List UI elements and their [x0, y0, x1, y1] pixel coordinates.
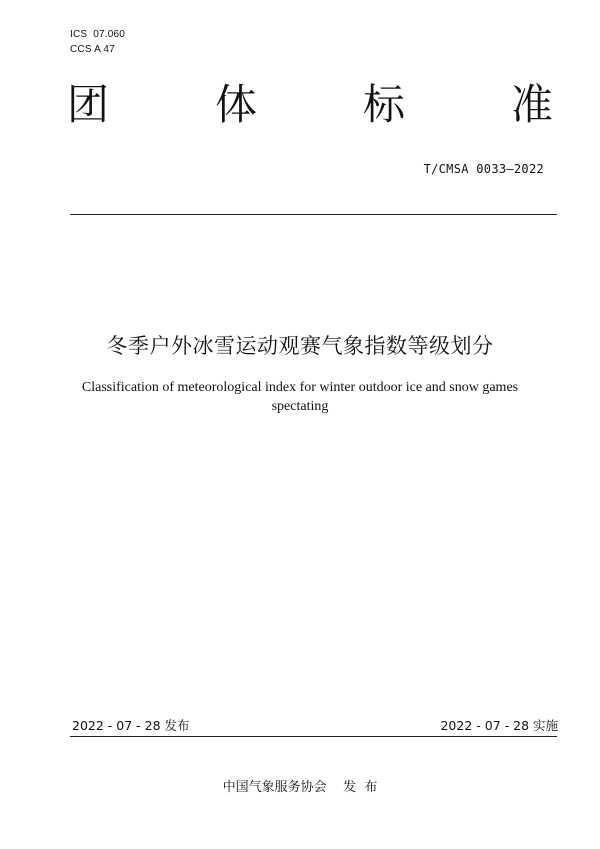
document-category-title	[65, 80, 560, 130]
english-title	[60, 378, 540, 416]
standard-number: T/CMSA 0033—2022	[423, 162, 544, 176]
ccs-code: CCS A 47	[70, 44, 115, 55]
english-title-line-2: spectating	[271, 399, 329, 414]
english-title-line-1: Classification of meteorological index for winter outdoor ice and snow games	[81, 380, 519, 395]
publisher: 中国气象服务协会 发 布	[222, 780, 378, 795]
chinese-title: 冬季户外冰雪运动观赛气象指数等级划分	[106, 334, 494, 358]
issue-date: 2022 - 07 - 28 发布	[72, 718, 190, 733]
ics-code: ICS 07.060	[70, 29, 126, 40]
title-char-2: 体	[215, 80, 258, 129]
title-char-3: 标	[363, 80, 406, 129]
top-divider	[70, 214, 557, 215]
implementation-date: 2022 - 07 - 28 实施	[440, 718, 558, 733]
title-char-4: 准	[511, 80, 554, 129]
title-char-1: 团	[67, 80, 110, 129]
bottom-divider	[70, 736, 557, 737]
